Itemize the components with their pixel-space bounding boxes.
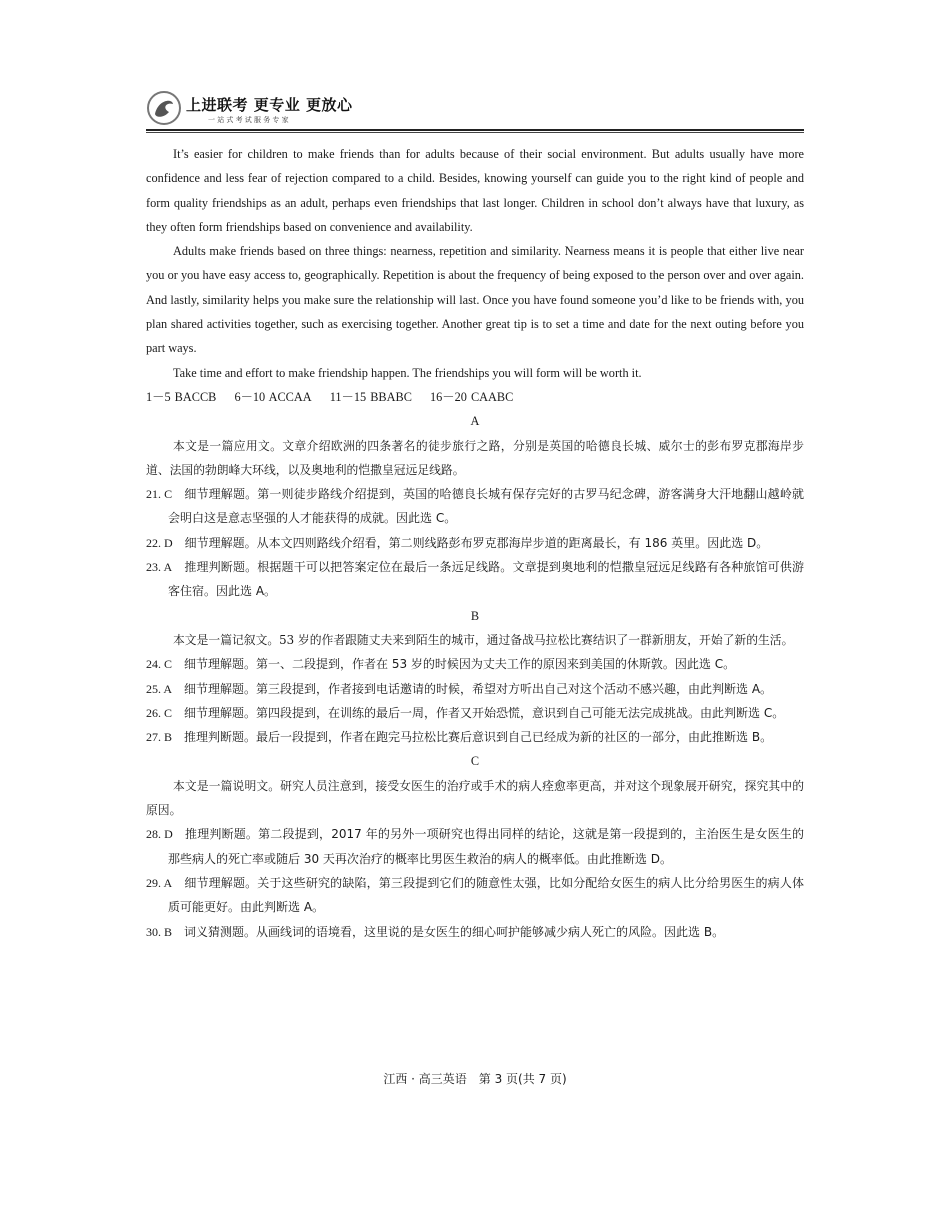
brand-subslogan: 一站式考试服务专家 <box>208 116 291 124</box>
explanation-item <box>146 555 804 604</box>
item-text: 细节理解题。第一、二段提到，作者在 53 岁的时候因为丈夫工作的原因来到美国的休斯敦。因此选 C。 <box>184 657 736 672</box>
answer-group: 6－10 ACCAA <box>234 389 312 404</box>
item-number: 30. B <box>146 924 173 939</box>
page-header <box>146 88 806 132</box>
item-number: 27. B <box>146 730 173 745</box>
item-text: 细节理解题。关于这些研究的缺陷，第三段提到它们的随意性太强，比如分配给女医生的病人比分给男医生的病人体质可能更好。由此判断选 A。 <box>168 875 804 915</box>
item-text: 细节理解题。第三段提到，作者接到电话邀请的时候，希望对方听出自己对这个活动不感兴趣，由此判断选 A。 <box>184 681 773 696</box>
item-number: 28. D <box>146 827 173 842</box>
answer-group: 1－5 BACCB <box>146 389 217 404</box>
passage-paragraph-2: Adults make friends based on three things: nearness, repetition and similarity. Nearness means it is people that either live near you or you have easy access to, geographically. Repetition is about the frequency of being exposed to the person over and over again. And lastly, similarity helps you make sure the relationship will last. Once you have found someone you’d like to be friends with, you plan shared activities together, such as exercising together. Another great tip is to set a time and date for the next outing before you part ways. <box>146 244 804 356</box>
item-text: 细节理解题。第一则徒步路线介绍提到，英国的哈德良长城有保存完好的古罗马纪念碑，游客满身大汗地翻山越岭就会明白这是意志坚强的人才能获得的成就。因此选 C。 <box>168 487 804 526</box>
passage-paragraph-1: It’s easier for children to make friends than for adults because of their social environment. But adults usually have more confidence and less fear of rejection compared to a child. Besides, knowing yourself can guide you to the right kind of people and form quality friendships as an adult, perhaps even friendships that last longer. Children in school don’t always have that luxury, as they often form friendships based on convenience and availability. <box>146 147 804 234</box>
item-number: 24. C <box>146 657 173 672</box>
passage-paragraph-3: Take time and effort to make friendship happen. The friendships you will form will be worth it. <box>173 365 642 380</box>
item-number: 29. A <box>146 875 173 890</box>
brand-slogan: 上进联考 更专业 更放心 <box>186 96 353 114</box>
page-content <box>146 142 804 944</box>
explanation-item <box>146 531 804 555</box>
logo-icon <box>146 90 182 126</box>
header-divider <box>146 129 804 131</box>
item-text: 推理判断题。根据题干可以把答案定位在最后一条远足线路。文章提到奥地利的恺撒皇冠远足线路有各种旅馆可供游客住宿。因此选 A。 <box>168 560 804 599</box>
explanation-item <box>146 871 804 920</box>
item-text: 词义猜测题。从画线词的语境看，这里说的是女医生的细心呵护能够减少病人死亡的风险。因此选 B。 <box>184 924 725 939</box>
section-label-c: C <box>470 754 480 769</box>
explanation-item <box>146 725 804 749</box>
page-footer: 江西 · 高三英语 第 3 页(共 7 页) <box>383 1072 567 1086</box>
item-number: 26. C <box>146 705 173 720</box>
explanation-item <box>146 482 804 531</box>
section-label-a: A <box>470 414 480 429</box>
item-number: 23. A <box>146 560 173 575</box>
section-summary-b: 本文是一篇记叙文。53 岁的作者跟随丈夫来到陌生的城市，通过备战马拉松比赛结识了一群新朋友，开始了新的生活。 <box>173 632 794 647</box>
explanation-item <box>146 652 804 676</box>
section-summary-c: 本文是一篇说明文。研究人员注意到，接受女医生的治疗或手术的病人痊愈率更高，并对这个现象展开研究，探究其中的原因。 <box>146 778 804 818</box>
answer-key <box>146 385 804 409</box>
answer-group: 16－20 CAABC <box>429 389 514 404</box>
explanation-item <box>146 677 804 701</box>
item-text: 细节理解题。从本文四则路线介绍看，第二则线路彭布罗克郡海岸步道的距离最长，有 186 英里。因此选 D。 <box>184 535 769 550</box>
item-number: 25. A <box>146 681 173 696</box>
item-number: 21. C <box>146 487 173 502</box>
explanation-item <box>146 701 804 725</box>
item-text: 推理判断题。第二段提到，2017 年的另外一项研究也得出同样的结论，这就是第一段提到的，主治医生是女医生的那些病人的死亡率或随后 30 天再次治疗的概率比男医生救治的病人的概率低。由此推断选 D。 <box>168 827 805 866</box>
item-text: 细节理解题。第四段提到，在训练的最后一周，作者又开始恐慌，意识到自己可能无法完成挑战。由此判断选 C。 <box>184 705 785 720</box>
explanation-item <box>146 920 804 944</box>
section-summary-a: 本文是一篇应用文。文章介绍欧洲的四条著名的徒步旅行之路，分别是英国的哈德良长城、威尔士的彭布罗克郡海岸步道、法国的勃朗峰大环线，以及奥地利的恺撒皇冠远足线路。 <box>146 438 804 477</box>
section-label-b: B <box>470 608 480 623</box>
item-number: 22. D <box>146 535 173 550</box>
item-text: 推理判断题。最后一段提到，作者在跑完马拉松比赛后意识到自己已经成为新的社区的一部分，由此推断选 B。 <box>184 730 773 745</box>
explanation-item <box>146 822 804 871</box>
answer-group: 11－15 BBABC <box>329 389 412 404</box>
header-divider-thin <box>146 132 804 133</box>
